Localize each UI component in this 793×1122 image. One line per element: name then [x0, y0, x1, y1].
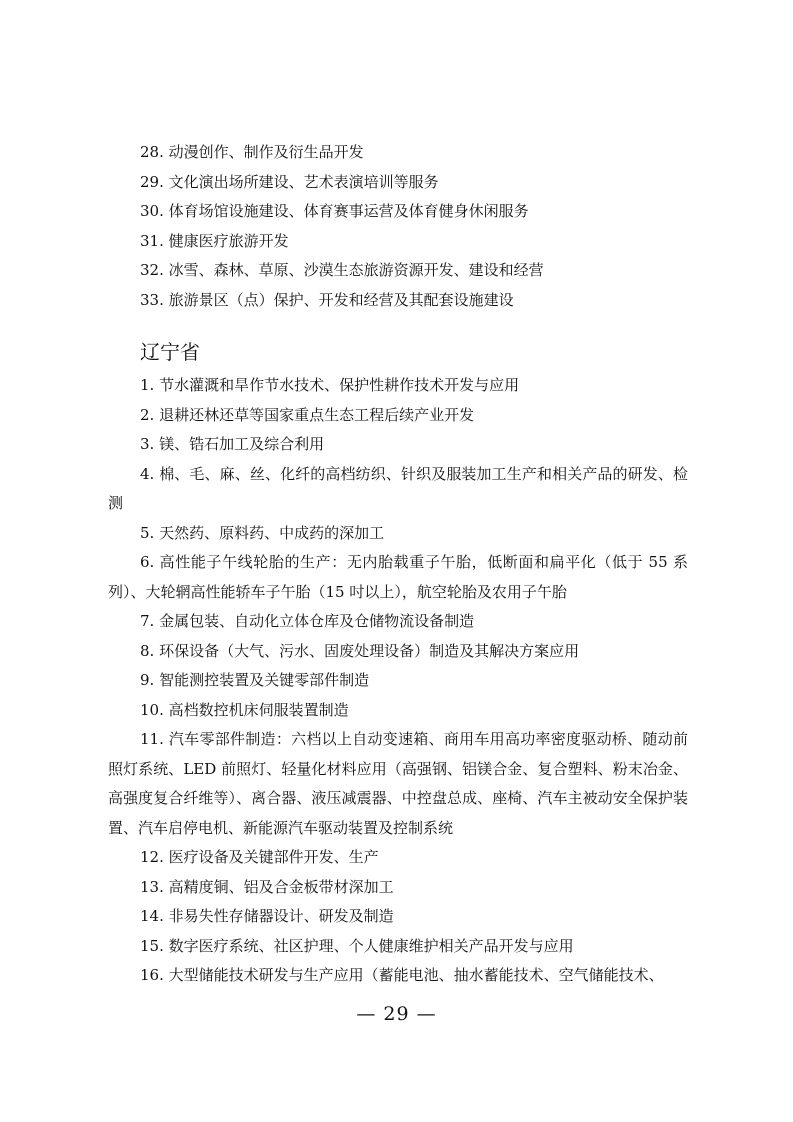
list-item: 29. 文化演出场所建设、艺术表演培训等服务: [140, 172, 439, 191]
list-item: 3. 镁、锆石加工及综合利用: [140, 435, 325, 453]
list-item: 7. 金属包装、自动化立体仓库及仓储物流设备制造: [140, 612, 475, 630]
list-item: 8. 环保设备（大气、污水、固废处理设备）制造及其解决方案应用: [140, 641, 580, 660]
list-item: 31. 健康医疗旅游开发: [140, 231, 289, 250]
list-item: 14. 非易失性存储器设计、研发及制造: [140, 907, 394, 925]
industry-list-continued: [108, 138, 688, 315]
list-item: 15. 数字医疗系统、社区护理、个人健康维护相关产品开发与应用: [140, 936, 574, 955]
list-item: 30. 体育场馆设施建设、体育赛事运营及体育健身休闲服务: [140, 202, 529, 220]
list-item: 13. 高精度铜、铝及合金板带材深加工: [140, 877, 394, 896]
list-item: 10. 高档数控机床伺服装置制造: [140, 700, 349, 719]
list-item: 28. 动漫创作、制作及衍生品开发: [140, 143, 364, 161]
page-number: — 29 —: [356, 1003, 437, 1025]
list-item: 9. 智能测控装置及关键零部件制造: [140, 671, 370, 689]
list-item: 32. 冰雪、森林、草原、沙漠生态旅游资源开发、建设和经营: [140, 261, 544, 279]
list-item: 4. 棉、毛、麻、丝、化纤的高档纺织、针织及服装加工生产和相关产品的研发、检测: [108, 464, 688, 512]
list-item: 11. 汽车零部件制造：六档以上自动变速箱、商用车用高功率密度驱动桥、随动前照灯系统、LED 前照灯、轻量化材料应用（高强钢、铝镁合金、复合塑料、粉末冶金、高强度复合纤维等）、离合器、液压减震器、中控盘总成、座椅、汽车主被动安全保护装置、汽车启停电机、新能源汽车驱动装置及控制系统: [108, 730, 688, 837]
list-item: 2. 退耕还林还草等国家重点生态工程后续产业开发: [140, 405, 475, 424]
list-item: 1. 节水灌溉和旱作节水技术、保护性耕作技术开发与应用: [140, 376, 520, 394]
list-item: 12. 医疗设备及关键部件开发、生产: [140, 848, 379, 866]
liaoning-industry-list: [108, 371, 688, 991]
list-item: 5. 天然药、原料药、中成药的深加工: [140, 523, 385, 542]
list-item: 6. 高性能子午线轮胎的生产：无内胎载重子午胎，低断面和扁平化（低于 55 系列）、大轮辋高性能轿车子午胎（15 吋以上），航空轮胎及农用子午胎: [108, 553, 688, 601]
section-title: 辽宁省: [140, 340, 200, 364]
list-item: 16. 大型储能技术研发与生产应用（蓄能电池、抽水蓄能技术、空气储能技术、: [140, 966, 664, 984]
list-item: 33. 旅游景区（点）保护、开发和经营及其配套设施建设: [140, 290, 514, 309]
